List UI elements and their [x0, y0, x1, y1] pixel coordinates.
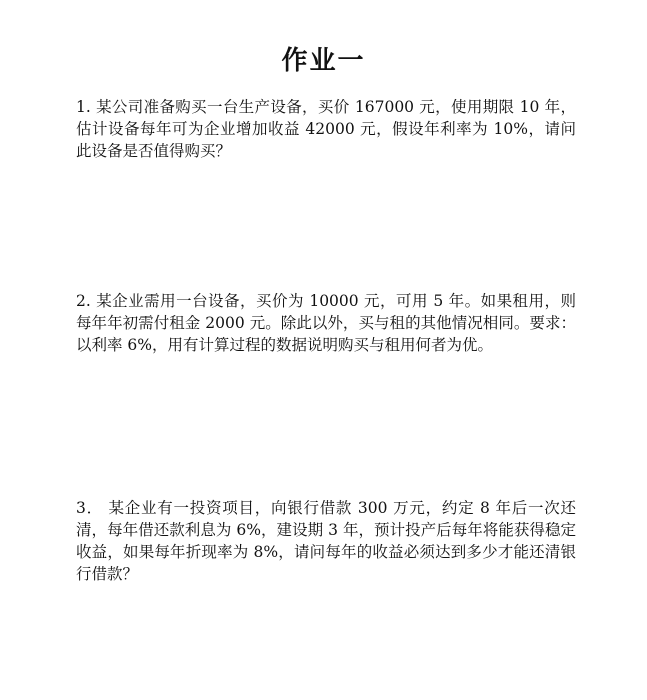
- question-2: [76, 290, 576, 356]
- question-number: 3．: [76, 499, 103, 517]
- question-1: [76, 96, 576, 162]
- page-title: 作业一: [281, 46, 366, 76]
- question-text: 某企业有一投资项目，向银行借款 300 万元，约定 8 年后一次还清，每年借还款利息为 6%，建设期 3 年，预计投产后每年将能获得稳定收益，如果每年折现率为 8%，请问每年的收益必须达到多少才能还清银行借款？: [76, 499, 576, 583]
- question-text: 某公司准备购买一台生产设备，买价 167000 元，使用期限 10 年，估计设备每年可为企业增加收益 42000 元，假设年利率为 10%，请问此设备是否值得购买？: [76, 98, 576, 160]
- question-text: 某企业需用一台设备，买价为 10000 元，可用 5 年。如果租用，则每年年初需付租金 2000 元。除此以外，买与租的其他情况相同。要求：以利率 6%，用有计算过程的数据说明购买与租用何者为优。: [76, 292, 576, 354]
- question-number: 2.: [76, 292, 91, 310]
- question-number: 1.: [76, 98, 91, 116]
- question-3: [76, 497, 576, 585]
